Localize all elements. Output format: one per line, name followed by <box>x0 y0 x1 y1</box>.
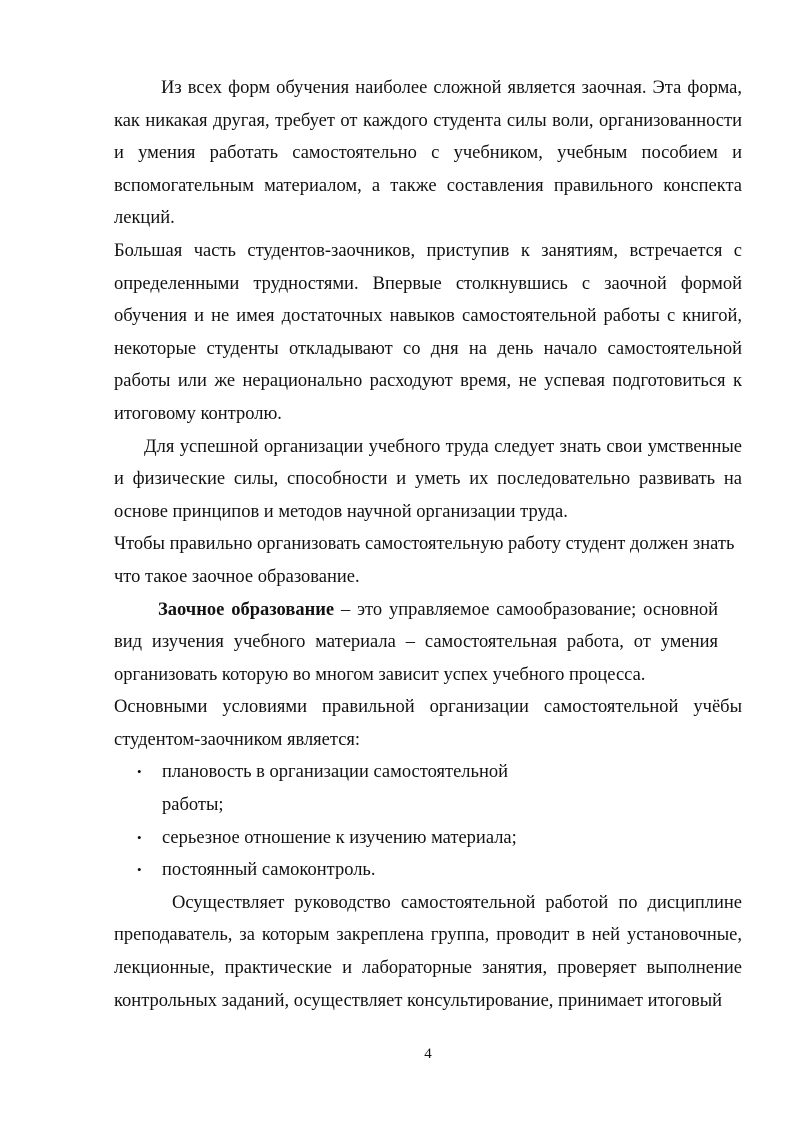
list-item <box>114 822 742 855</box>
list-item-text: плановость в организации самостоятельной работы; <box>162 762 509 816</box>
definition-text: – это управляемое самообразование; основной вид изучения учебного материала – самостоятельная работа, от умения организовать которую во многом зависит успех учебного процесса. <box>114 599 719 685</box>
bullet-icon: • <box>137 862 142 878</box>
conditions-list <box>114 756 742 886</box>
bullet-icon: • <box>137 764 142 780</box>
term-distance-education: Заочное образование <box>158 599 335 620</box>
paragraph-conditions: Основными условиями правильной организации самостоятельной учёбы студентом-заочником является: <box>114 697 742 750</box>
list-item-text: постоянный самоконтроль. <box>162 860 376 881</box>
paragraph-difficulties: Большая часть студентов-заочников, приступив к занятиям, встречается с определенными трудностями. Впервые столкнувшись с заочной формой обучения и не имея достаточных навыков самостоятельной работы с книгой, некоторые студенты откладывают со дня на день начало самостоятельной работы или же нерационально расходуют время, не успевая подготовиться к итоговому контролю. <box>114 240 742 424</box>
paragraph-teacher-role: Осуществляет руководство самостоятельной работой по дисциплине преподаватель, за которым закреплена группа, проводит в ней установочные, лекционные, практические и лабораторные занятия, проверяет выполнение контрольных заданий, осуществляет консультирование, принимает итоговый <box>114 892 742 1011</box>
list-item-text: серьезное отношение к изучению материала; <box>162 827 517 848</box>
list-item <box>114 854 742 887</box>
bullet-icon: • <box>137 829 142 845</box>
paragraph-definition <box>114 594 718 692</box>
list-item <box>114 756 542 821</box>
document-body <box>114 72 742 1017</box>
paragraph-intro: Из всех форм обучения наиболее сложной является заочная. Эта форма, как никакая другая, требует от каждого студента силы воли, организованности и умения работать самостоятельно с учебником, учебным пособием и вспомогательным материалом, а также составления правильного конспекта лекций. <box>114 78 742 229</box>
paragraph-definition-intro: Чтобы правильно организовать самостоятельную работу студент должен знать что такое заочное образование. <box>114 534 735 587</box>
paragraph-organization: Для успешной организации учебного труда следует знать свои умственные и физические силы, способности и уметь их последовательно развивать на основе принципов и методов научной организации труда. <box>114 436 742 522</box>
page-number: 4 <box>424 1046 432 1062</box>
